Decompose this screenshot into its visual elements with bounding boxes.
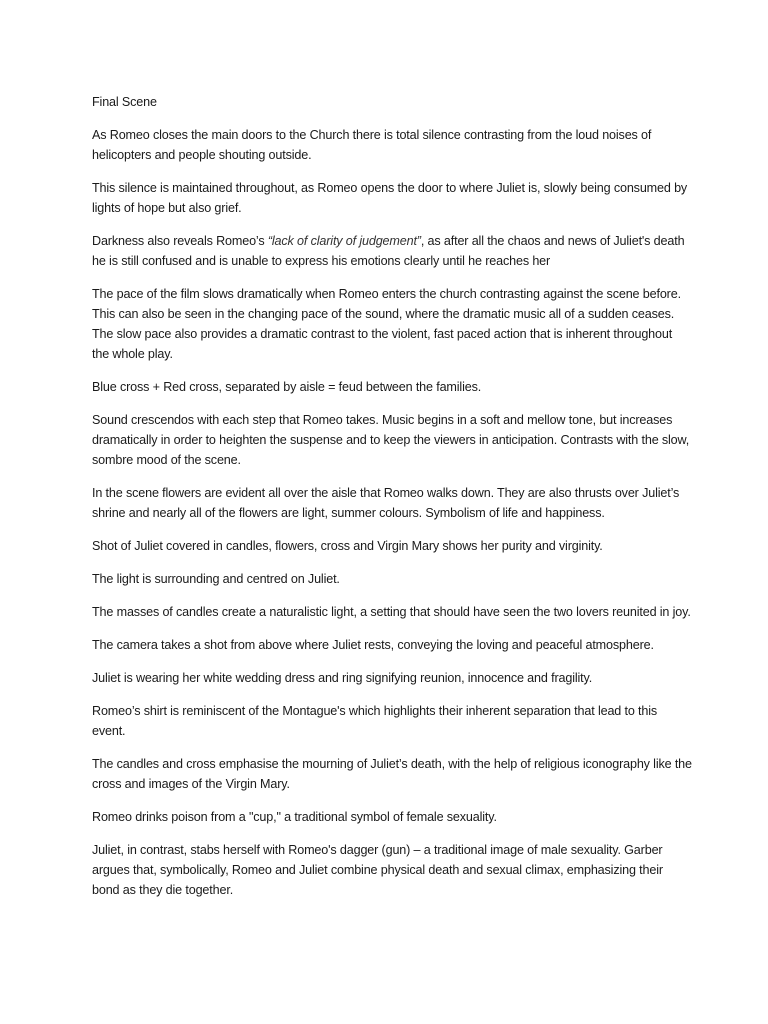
paragraph-13: Romeo’s shirt is reminiscent of the Montague's which highlights their inherent separation that lead to this event.: [92, 704, 658, 738]
paragraph-8: Shot of Juliet covered in candles, flowers, cross and Virgin Mary shows her purity and virginity.: [92, 539, 603, 553]
paragraph-9: The light is surrounding and centred on Juliet.: [92, 572, 340, 586]
paragraph-1: As Romeo closes the main doors to the Church there is total silence contrasting from the loud noises of helicopters and people shouting outside.: [92, 128, 652, 162]
paragraph-5: Blue cross + Red cross, separated by aisle = feud between the families.: [92, 380, 482, 394]
paragraph-4: The pace of the film slows dramatically when Romeo enters the church contrasting against the scene before. This can also be seen in the changing pace of the sound, where the dramatic music all of a sudden ceases. The slow pace also provides a dramatic contrast to the violent, fast paced action that is inherent throughout the whole play.: [92, 287, 681, 361]
paragraph-2: This silence is maintained throughout, as Romeo opens the door to where Juliet is, slowly being consumed by lights of hope but also grief.: [92, 181, 688, 215]
document-page: [92, 92, 692, 913]
paragraph-3: [92, 231, 692, 271]
paragraph-3-after: , as after all the chaos and news of Juliet's death he is still confused and is unable to express his emotions clearly until he reaches her: [92, 234, 685, 268]
paragraph-16: Juliet, in contrast, stabs herself with Romeo's dagger (gun) – a traditional image of male sexuality. Garber argues that, symbolically, Romeo and Juliet combine physical death and sexual climax, emphasizing their bond as they die together.: [92, 843, 663, 897]
paragraph-3-quote: “lack of clarity of judgement”: [267, 234, 421, 248]
paragraph-3-before: Darkness also reveals Romeo’s: [92, 234, 268, 248]
document-title: Final Scene: [92, 95, 157, 109]
paragraph-6: Sound crescendos with each step that Romeo takes. Music begins in a soft and mellow tone, but increases dramatically in order to heighten the suspense and to keep the viewers in anticipation. Contrasts with the slow, sombre mood of the scene.: [92, 413, 690, 467]
paragraph-11: The camera takes a shot from above where Juliet rests, conveying the loving and peaceful atmosphere.: [92, 638, 654, 652]
paragraph-7: In the scene flowers are evident all over the aisle that Romeo walks down. They are also thrusts over Juliet’s shrine and nearly all of the flowers are light, summer colours. Symbolism of life and happiness.: [92, 486, 680, 520]
paragraph-15: Romeo drinks poison from a "cup," a traditional symbol of female sexuality.: [92, 810, 497, 824]
paragraph-10: The masses of candles create a naturalistic light, a setting that should have seen the two lovers reunited in joy.: [92, 605, 691, 619]
paragraph-14: The candles and cross emphasise the mourning of Juliet’s death, with the help of religious iconography like the cross and images of the Virgin Mary.: [92, 757, 692, 791]
paragraph-12: Juliet is wearing her white wedding dress and ring signifying reunion, innocence and fragility.: [92, 671, 593, 685]
